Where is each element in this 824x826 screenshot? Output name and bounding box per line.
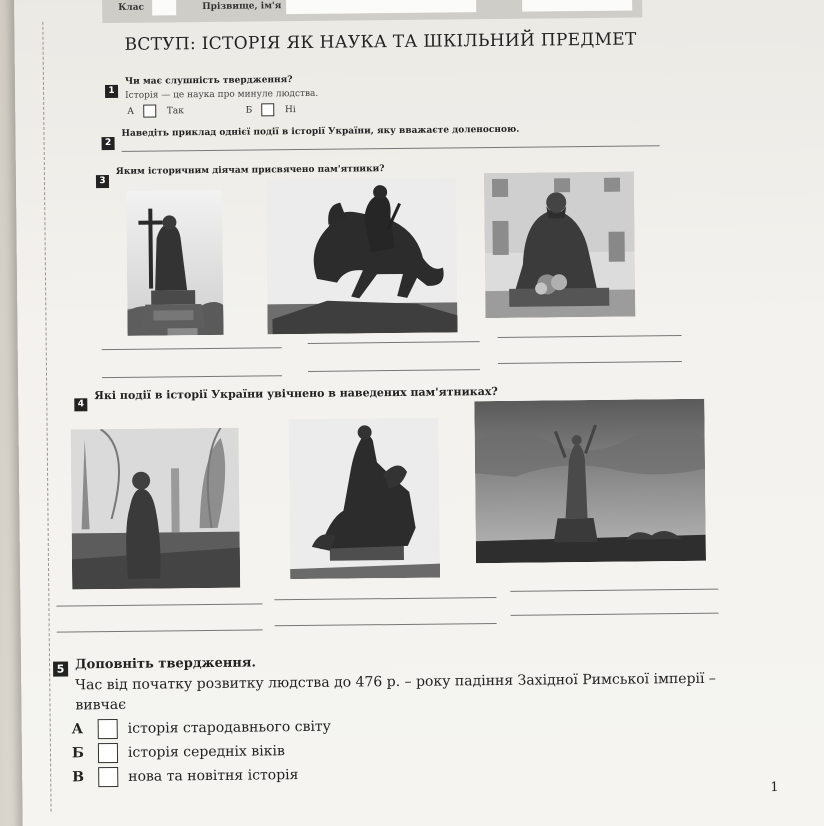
q5-option-a-text: історія стародавнього світу [127,718,331,737]
q4-answer-line-1[interactable] [56,603,262,606]
q5-option-a-checkbox[interactable] [98,719,118,739]
q1-number: 1 [105,85,118,98]
q3-question: Яким історичним діячам присвячено пам'ятники? [115,164,385,177]
page-number: 1 [770,780,779,796]
q1-question: Чи має слушність твердження? [124,75,293,87]
q5-option-b-letter: Б [71,745,85,762]
header-strip [102,0,642,23]
q3-number: 3 [96,175,109,188]
class-field[interactable] [152,0,176,16]
q4-answer-line-3[interactable] [510,589,718,592]
q5-option-c[interactable] [72,765,298,787]
q1-option-a-letter: А [127,106,135,117]
q4-question: Які події в історії України увічнено в наведених пам'ятниках? [94,384,498,403]
q5-option-c-checkbox[interactable] [98,767,118,787]
class-label: Клас [118,2,145,13]
holodomor-girl-monument-photo [71,428,241,590]
perforation-line [42,22,51,812]
q4-answer-line-5[interactable] [275,623,497,626]
name-field[interactable] [286,0,476,14]
q5-title: Доповніть твердження. [74,655,257,673]
q3-answer-line-3[interactable] [498,335,682,338]
q5-option-a[interactable] [72,717,331,740]
q2-answer-line[interactable] [122,145,660,152]
q5-statement: Час від початку розвитку людства до 476 р. – року падіння Західної Римської імперії – [75,670,716,694]
q3-answer-line-4[interactable] [102,375,282,378]
q5-option-b[interactable] [72,741,285,763]
q5-option-b-text: історія середніх віків [127,743,285,761]
khmelnytsky-equestrian-monument-photo [266,177,458,334]
q3-answer-line-6[interactable] [498,361,682,364]
name-label: Прізвище, ім'я [202,1,282,13]
q1-option-b-checkbox[interactable] [261,103,274,116]
page-title: ВСТУП: ІСТОРІЯ ЯК НАУКА ТА ШКІЛЬНИЙ ПРЕДМЕТ [124,29,637,55]
q5-statement-continued: вивчає [75,696,127,714]
q5-option-c-text: нова та новітня історія [128,767,299,785]
worksheet-page [14,0,824,826]
q5-option-a-letter: А [71,721,84,738]
q1-option-b-letter: Б [245,105,253,116]
q3-answer-line-2[interactable] [308,341,480,344]
cossack-monument-photo [288,418,440,580]
volodymyr-monument-photo [126,190,224,336]
q4-number: 4 [74,398,87,411]
q5-number: 5 [53,661,68,676]
q5-option-c-letter: В [72,769,85,786]
q1-option-a-checkbox[interactable] [143,105,156,118]
hrushevsky-monument-photo [484,172,636,319]
q4-answer-line-6[interactable] [511,613,719,616]
q1-options [127,103,296,118]
q4-answer-line-4[interactable] [57,629,263,632]
q2-number: 2 [102,137,115,150]
q2-question: Наведіть приклад однієї події в історії України, яку вважаєте доленосною. [121,124,520,139]
q1-option-a-label: Так [166,106,184,117]
q3-answer-line-1[interactable] [102,347,282,350]
q4-answer-line-2[interactable] [274,597,496,600]
q1-option-b-label: Ні [284,105,296,116]
q3-answer-line-5[interactable] [308,369,480,372]
q5-option-b-checkbox[interactable] [98,743,118,763]
date-field[interactable] [522,0,632,12]
motherland-monument-photo [474,399,706,563]
q1-statement: Історія — це наука про минуле людства. [125,88,319,101]
